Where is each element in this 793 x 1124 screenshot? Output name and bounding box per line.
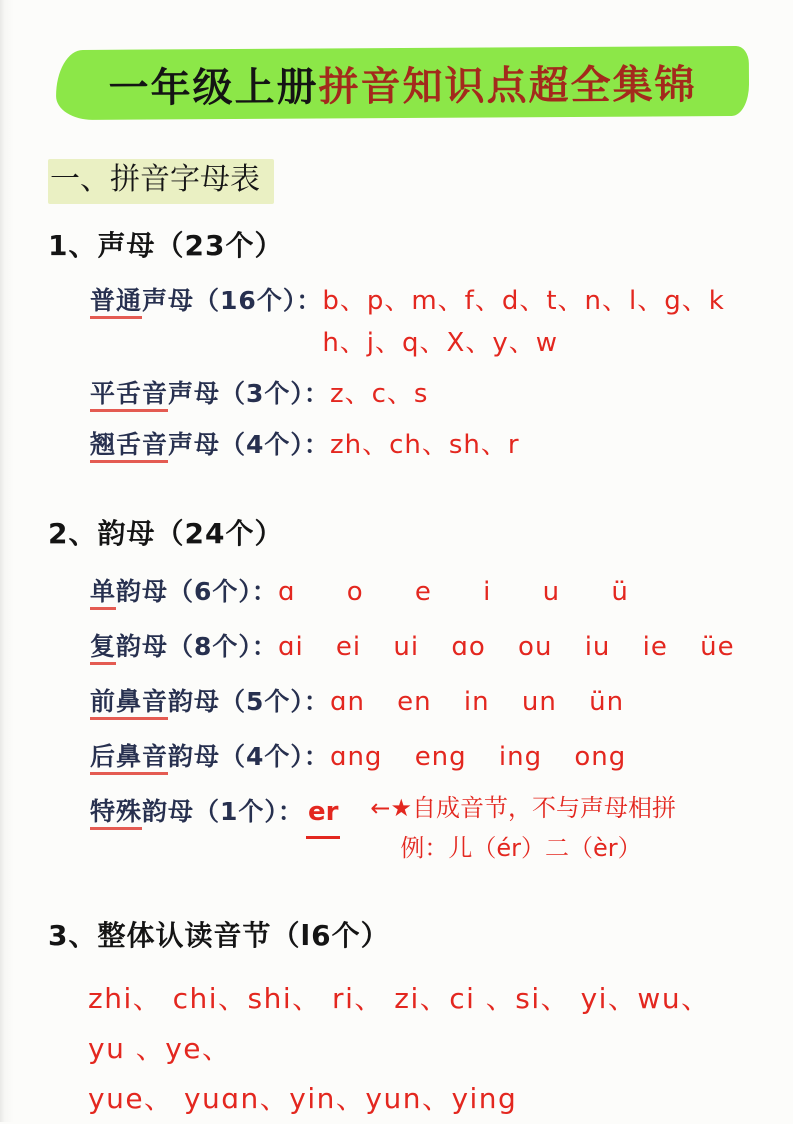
row-label bbox=[90, 788, 304, 836]
row-values bbox=[330, 373, 429, 415]
er-example: 例：儿（ér）二（èr） bbox=[400, 834, 642, 862]
row-label bbox=[90, 568, 278, 616]
row-label bbox=[90, 280, 322, 322]
row-values bbox=[322, 280, 724, 364]
syllables-line1: zhi、 chi、shi、 ri、 zi、ci 、si、 yi、wu、 yu 、ye、 bbox=[88, 982, 711, 1065]
shengmu-heading: 1、声母（23个） bbox=[48, 229, 284, 262]
row-label bbox=[90, 733, 330, 781]
values-line2: h、j、q、X、y、w bbox=[322, 328, 558, 358]
label-rest: 韵母 bbox=[168, 742, 221, 771]
row-label bbox=[90, 424, 330, 466]
label-underlined: 普通 bbox=[90, 286, 142, 319]
yunmu-heading: 2、韵母（24个） bbox=[48, 517, 284, 550]
label-underlined: 前鼻音 bbox=[90, 687, 168, 720]
row-label bbox=[90, 678, 330, 726]
yunmu-rows bbox=[90, 568, 753, 868]
label-underlined: 复 bbox=[90, 632, 116, 665]
row-teshu-yunmu bbox=[90, 788, 753, 868]
zhengti-syllables bbox=[88, 974, 753, 1124]
row-values: ɑ o e i u ü bbox=[277, 577, 629, 607]
row-fu-yunmu bbox=[90, 623, 753, 671]
row-putong-shengmu bbox=[90, 280, 753, 364]
label-rest: 韵母 bbox=[142, 797, 195, 826]
label-rest: 声母 bbox=[142, 286, 195, 315]
label-count: （1个）： bbox=[194, 797, 304, 826]
values-line1: z、c、s bbox=[329, 379, 429, 409]
row-dan-yunmu bbox=[90, 568, 753, 616]
row-qiaoshe-shengmu bbox=[90, 424, 753, 466]
title-topic: 拼音知识点超全集锦 bbox=[318, 61, 697, 111]
label-rest: 韵母 bbox=[116, 577, 169, 606]
label-count: （4个）： bbox=[220, 742, 330, 771]
er-note-arrow-star: ←★自成音节，不与声母相拼 bbox=[370, 794, 677, 822]
label-rest: 韵母 bbox=[168, 687, 221, 716]
label-underlined: 单 bbox=[90, 577, 116, 610]
row-label bbox=[90, 623, 278, 671]
values-line1: zh、ch、sh、r bbox=[329, 430, 520, 460]
title-grade: 一年级上册 bbox=[108, 64, 319, 112]
label-rest: 韵母 bbox=[116, 632, 169, 661]
label-count: （5个）： bbox=[220, 687, 330, 716]
syllables-line2: yue、 yuɑn、yin、yun、ying bbox=[88, 1082, 518, 1115]
label-count: （16个）： bbox=[194, 286, 323, 315]
values-line1: b、p、m、f、d、t、n、l、g、k bbox=[322, 286, 725, 316]
row-label bbox=[90, 373, 330, 415]
section-pinyin-alphabet bbox=[48, 154, 753, 198]
label-count: （6个）： bbox=[168, 577, 278, 606]
label-underlined: 后鼻音 bbox=[90, 742, 168, 775]
shengmu-rows bbox=[90, 280, 753, 466]
section1-heading: 一、拼音字母表 bbox=[48, 159, 274, 204]
row-values bbox=[330, 424, 520, 466]
er-note-block bbox=[370, 788, 676, 868]
row-pingshe-shengmu bbox=[90, 373, 753, 415]
label-underlined: 平舌音 bbox=[90, 379, 168, 412]
er-value: er bbox=[306, 788, 340, 839]
title-highlight-banner bbox=[56, 46, 749, 120]
label-underlined: 特殊 bbox=[90, 797, 142, 830]
label-underlined: 翘舌音 bbox=[90, 430, 168, 463]
label-count: （4个）： bbox=[220, 430, 330, 459]
label-count: （8个）： bbox=[168, 632, 278, 661]
row-values: ɑi ei ui ɑo ou iu ie üe bbox=[277, 632, 735, 662]
label-count: （3个）： bbox=[220, 379, 330, 408]
label-rest: 声母 bbox=[168, 379, 221, 408]
label-rest: 声母 bbox=[168, 430, 221, 459]
row-values: ɑng eng ing ong bbox=[329, 742, 627, 772]
zhengti-heading: 3、整体认读音节（l6个） bbox=[48, 919, 390, 952]
row-qianbiyin-yunmu bbox=[90, 678, 753, 726]
row-houbiyin-yunmu bbox=[90, 733, 753, 781]
row-values: ɑn en in un ün bbox=[329, 687, 625, 717]
